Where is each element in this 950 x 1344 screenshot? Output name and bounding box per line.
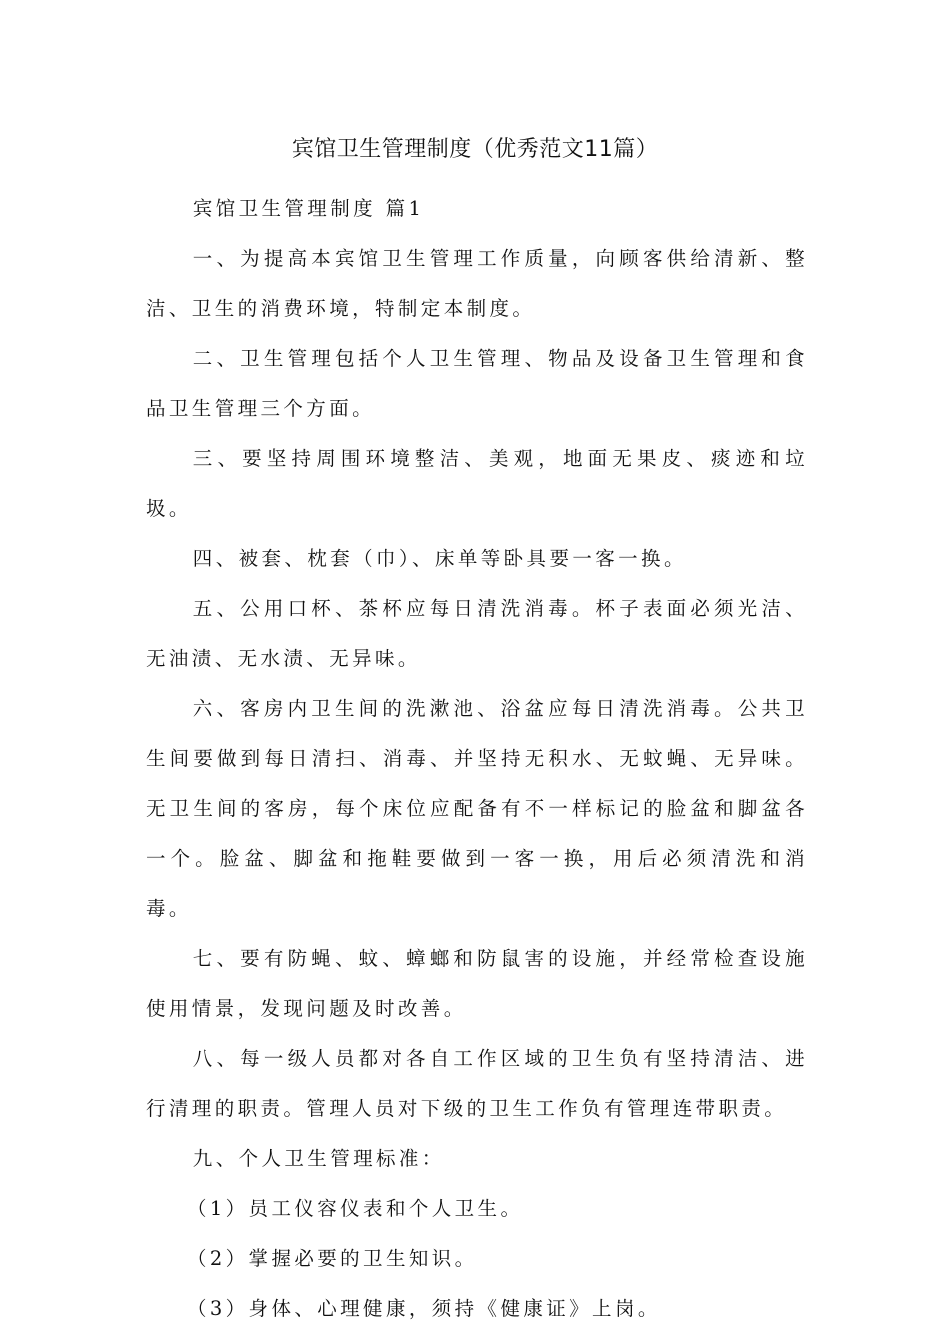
paragraph-5: 五、公用口杯、茶杯应每日清洗消毒。杯子表面必须光洁、无油渍、无水渍、无异味。: [146, 597, 808, 670]
paragraph-8: 八、每一级人员都对各自工作区域的卫生负有坚持清洁、进行清理的职责。管理人员对下级的卫生工作负有管理连带职责。: [146, 1047, 808, 1120]
sub-item-1: （1）员工仪容仪表和个人卫生。: [186, 1197, 524, 1220]
sub-item-2: （2）掌握必要的卫生知识。: [186, 1247, 478, 1270]
document-body: [146, 184, 808, 1334]
paragraph-7: 七、要有防蝇、蚊、蟑螂和防鼠害的设施，并经常检查设施使用情景，发现问题及时改善。: [146, 947, 808, 1020]
section-heading: 宾馆卫生管理制度 篇1: [192, 197, 425, 220]
sub-item-3: （3）身体、心理健康，须持《健康证》上岗。: [186, 1297, 661, 1320]
document-title: 宾馆卫生管理制度（优秀范文11篇）: [291, 137, 659, 162]
paragraph-1: 一、为提高本宾馆卫生管理工作质量，向顾客供给清新、整洁、卫生的消费环境，特制定本制度。: [146, 247, 808, 320]
paragraph-2: 二、卫生管理包括个人卫生管理、物品及设备卫生管理和食品卫生管理三个方面。: [146, 347, 808, 420]
paragraph-9: 九、个人卫生管理标准：: [192, 1147, 445, 1170]
paragraph-6: 六、客房内卫生间的洗漱池、浴盆应每日清洗消毒。公共卫生间要做到每日清扫、消毒、并坚持无积水、无蚊蝇、无异味。无卫生间的客房，每个床位应配备有不一样标记的脸盆和脚盆各一个。脸盆、脚盆和拖鞋要做到一客一换，用后必须清洗和消毒。: [146, 697, 808, 920]
paragraph-4: 四、被套、枕套（巾）、床单等卧具要一客一换。: [192, 547, 687, 570]
paragraph-3: 三、要坚持周围环境整洁、美观，地面无果皮、痰迹和垃圾。: [146, 447, 808, 520]
